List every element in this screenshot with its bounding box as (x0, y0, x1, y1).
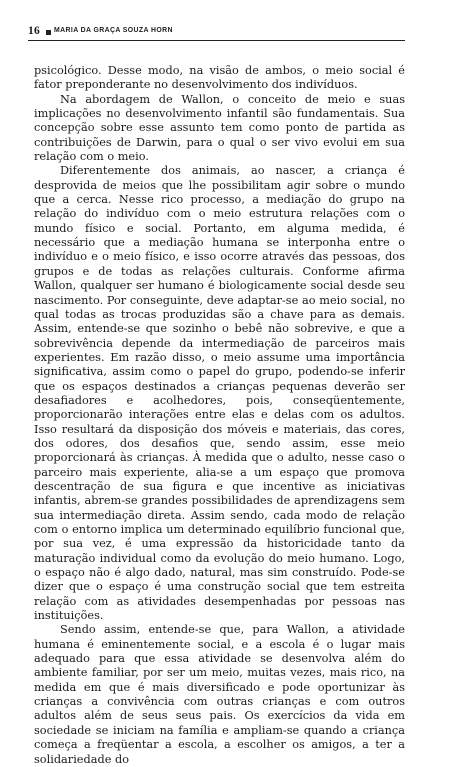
author-name: MARIA DA GRAÇA SOUZA HORN (54, 27, 173, 34)
paragraph-1: psicológico. Desse modo, na visão de ambos, o meio social é fator preponderante no desenvolvimento dos indivíduos. (34, 64, 405, 92)
page-number: 16 (28, 25, 40, 37)
paragraph-2: Na abordagem de Wallon, o conceito de meio e suas implicações no desenvolvimento infantil são fundamentais. Sua concepção sobre esse assunto tem como ponto de partida as contribuições de Darwin, para o qual o ser vivo evolui em sua relação com o meio. (34, 92, 405, 164)
body-text (34, 64, 405, 767)
running-header (28, 26, 405, 41)
paragraph-4: Sendo assim, entende-se que, para Wallon, a atividade humana é eminentemente social, e a escola é o lugar mais adequado para que essa atividade se desenvolva além do ambiente familiar, por ser um meio, muitas vezes, mais rico, na medida em que é mais diversificado e pode oportunizar às crianças a convivência com outras crianças e com outros adultos além de seus seus pais. Os exercícios da vida em sociedade se iniciam na família e ampliam-se quando a criança começa a freqüentar a escola, a escolher os amigos, a ter a solidariedade do (34, 623, 405, 766)
square-bullet-icon (46, 30, 51, 35)
paragraph-3: Diferentemente dos animais, ao nascer, a criança é desprovida de meios que lhe possibilitam agir sobre o mundo que a cerca. Nesse rico processo, a mediação do grupo na relação do indivíduo com o meio estrutura relações com o mundo físico e social. Portanto, em alguma medida, é necessário que a mediação humana se interponha entre o indivíduo e o meio físico, e isso ocorre através das pessoas, dos grupos e de todas as relações culturais. Conforme afirma Wallon, qualquer ser humano é biologicamente social desde seu nascimento. Por conseguinte, deve adaptar-se ao meio social, no qual todas as trocas produzidas são a chave para as demais. Assim, entende-se que sozinho o bebê não sobrevive, e que a sobrevivência depende da intermediação de parceiros mais experientes. Em razão disso, o meio assume uma importância significativa, assim como o papel do grupo, podendo-se inferir que os espaços destinados a crianças pequenas deverão ser desafiadores e acolhedores, pois, conseqüentemente, proporcionarão interações entre elas e delas com os adultos. Isso resultará da disposição dos móveis e materiais, das cores, dos odores, dos desafios que, sendo assim, esse meio proporcionará às crianças. À medida que o adulto, nesse caso o parceiro mais experiente, alia-se a um espaço que promova descentração de sua figura e que incentive as iniciativas infantis, abrem-se grandes possibilidades de aprendizagens sem sua intermediação direta. Assim sendo, cada modo de relação com o entorno implica um determinado equilíbrio funcional que, por sua vez, é uma expressão da historicidade tanto da maturação individual como da evolução do meio humano. Logo, o espaço não é algo dado, natural, mas sim construído. Pode-se dizer que o espaço é uma construção social que tem estreita relação com as atividades desempenhadas por pessoas nas instituições. (34, 164, 405, 623)
